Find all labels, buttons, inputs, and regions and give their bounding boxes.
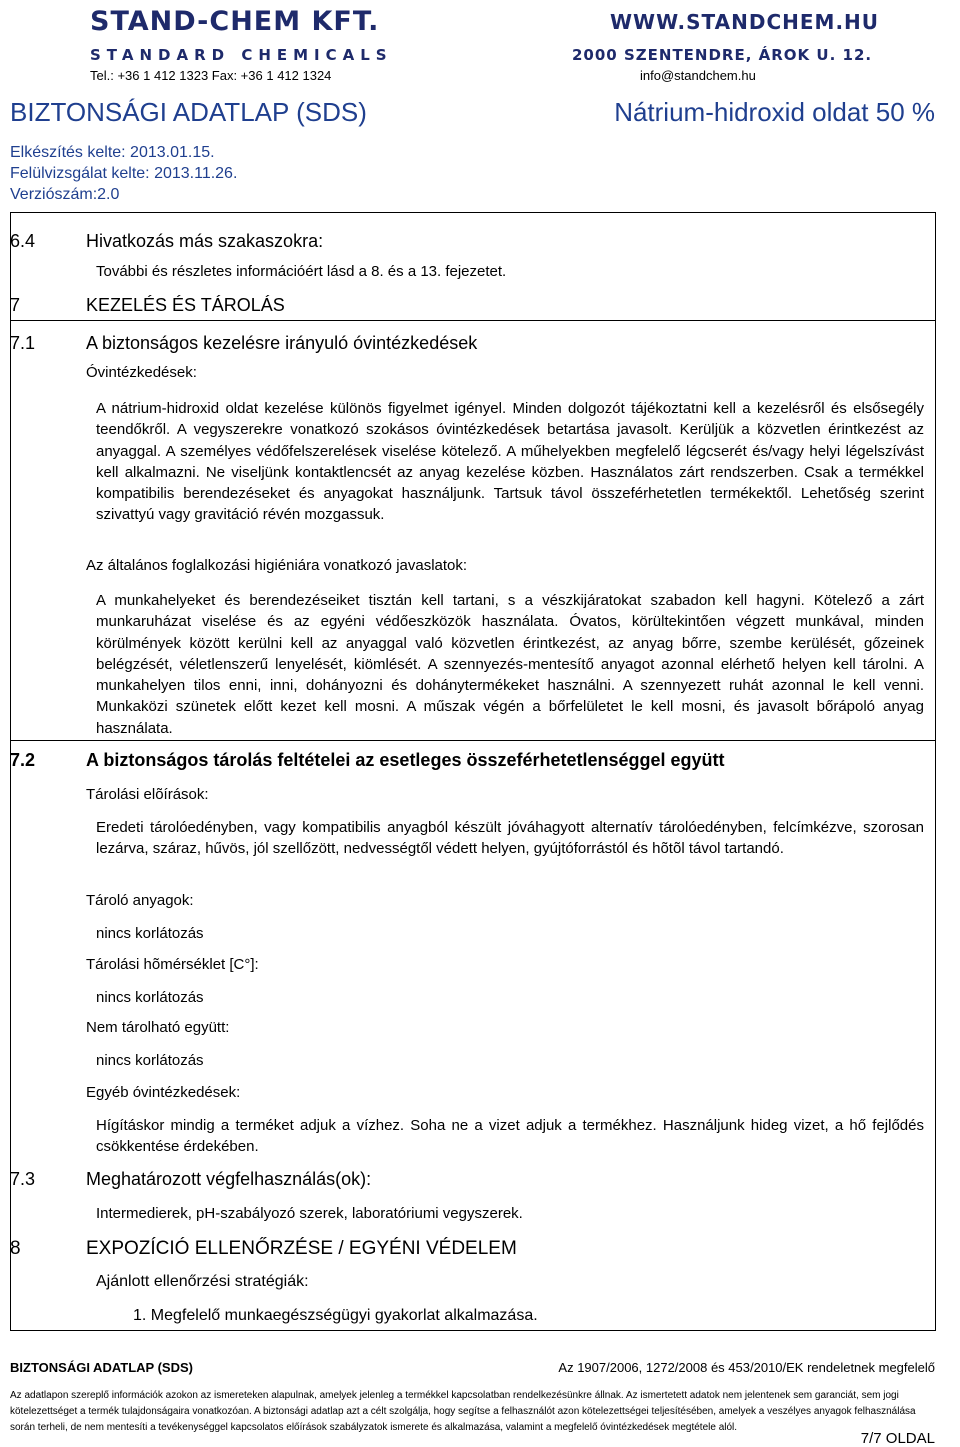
subheading: Az általános foglalkozási higiéniára vonatkozó javaslatok: xyxy=(86,557,468,574)
paragraph: nincs korlátozás xyxy=(96,925,204,942)
section-title: Meghatározott végfelhasználás(ok): xyxy=(86,1169,372,1189)
section-number: 7.3 xyxy=(10,1169,36,1189)
company-logo-text: STAND-CHEM KFT. xyxy=(90,6,380,37)
list-item: 1. Megfelelő munkaegészségügyi gyakorlat alkalmazása. xyxy=(133,1307,538,1324)
subheading: Óvintézkedések: xyxy=(86,364,197,381)
created-date: Elkészítés kelte: 2013.01.15. xyxy=(10,144,215,161)
company-tagline: STANDARD CHEMICALS xyxy=(90,46,393,64)
section-number: 7.1 xyxy=(10,333,36,353)
section-number: 7 xyxy=(10,295,21,315)
document-title: BIZTONSÁGI ADATLAP (SDS) xyxy=(10,97,367,127)
company-banner xyxy=(0,0,960,68)
subheading: Egyéb óvintézkedések: xyxy=(86,1084,241,1101)
phone-fax: Tel.: +36 1 412 1323 Fax: +36 1 412 1324 xyxy=(90,68,332,83)
section-text: Intermedierek, pH-szabályozó szerek, laboratóriumi vegyszerek. xyxy=(96,1205,523,1222)
subheading: Ajánlott ellenőrzési stratégiák: xyxy=(96,1273,309,1290)
footer-regulation: Az 1907/2006, 1272/2008 és 453/2010/EK rendeletnek megfelelő xyxy=(558,1360,935,1375)
subheading: Nem tárolható együtt: xyxy=(86,1019,230,1036)
revised-date: Felülvizsgálat kelte: 2013.11.26. xyxy=(10,165,238,182)
version-number: Verziószám:2.0 xyxy=(10,186,120,203)
paragraph: Hígításkor mindig a terméket adjuk a vízhez. Soha ne a vizet adjuk a termékhez. Használjunk hideg vizet, a hő fejlődés csökkentése érdekében. xyxy=(96,1117,924,1156)
section-text: További és részletes információért lásd a 8. és a 13. fejezetet. xyxy=(96,263,507,280)
section-title: A biztonságos tárolás feltételei az esetleges összeférhetetlenséggel együtt xyxy=(86,750,725,770)
page-number: 7/7 OLDAL xyxy=(860,1430,935,1447)
paragraph: A nátrium-hidroxid oldat kezelése különös figyelmet igényel. Minden dolgozót tájékoztatni kell a kezelésről és elsősegély teendőkről. A vegyszerekre vonatkozó szokásos óvintézkedések betartása javasolt. Kerüljük a közvetlen érintkezést az anyaggal. A személyes védőfelszerelések viselése kötelező. A műhelyekben megfelelő légcserét és/vagy helyi légelszívást kell alkalmazni. Ne viseljünk kontaktlencsét az anyag kezelése közben. Használatos zárt rendszerben. Csak a termékkel kompatibilis berendezéseket és anyagokat használjunk. Tartsuk távol összeférhetetlen termékektől. Lehetőség szerint szivattyú vagy gravitáció révén mozgassuk. xyxy=(96,400,924,524)
website-label: WWW.STANDCHEM.HU xyxy=(610,10,880,34)
paragraph: nincs korlátozás xyxy=(96,989,204,1006)
section-title: A biztonságos kezelésre irányuló óvintézkedések xyxy=(86,333,478,353)
disclaimer: Az adatlapon szereplő információk azokon az ismereteken alapulnak, amelyek jelenleg a termékkel kapcsolatban rendelkezésünkre állnak. Az ismertetett adatok nem jelentenek sem garanciát, sem jogi kötelezettséget a termék tulajdonságaira vonatkozóan. A biztonsági adatlap azt a célt szolgálja, hogy segítse a felhasználót azon kötelezettségei teljesítésében, amelyek a veszélyes anyagok felhasználása során terheli, de nem mentesíti a tevékenységgel kapcsolatos előírások szabályzatok ismerete és alkalmazása, valamint a megfelelő óvintézkedések megtétele alól. xyxy=(10,1390,916,1433)
footer-title: BIZTONSÁGI ADATLAP (SDS) xyxy=(10,1360,193,1375)
section-number: 6.4 xyxy=(10,231,36,251)
paragraph: nincs korlátozás xyxy=(96,1052,204,1069)
product-title: Nátrium-hidroxid oldat 50 % xyxy=(614,97,935,127)
paragraph: Eredeti tárolóedényben, vagy kompatibilis anyagból készült jóváhagyott alternatív tárolóedényben, felcímkézve, szorosan lezárva, száraz, hűvös, jól szellőzött, nedvességtől védett helyen, gyújtóforrástól és hõtõl távol tartandó. xyxy=(96,819,924,858)
paragraph: A munkahelyeket és berendezéseiket tisztán kell tartani, s a vészkijáratokat szabadon kell hagyni. Kötelező a zárt munkaruházat viselése és az egyéni védőeszközök használata. Óvatos, körültekintően végzett munkával, minden körülmények között kerülni kell az anyaggal való közvetlen érintkezést, az anyag bőrre, szembe kerülését, gőzeinek belégzését, véletlenszerű lenyelését, kiömlését. A szennyezés-mentesítő anyagot azonnal elérhető helyen kell tárolni. A munkahelyen tilos enni, inni, dohányozni és dohánytermékeket használni. A szennyezett ruhát azonnal le kell venni. Munkaközi szünetek előtt kezet kell mosni. A műszak végén a bőrfelületet le kell mosni, és javasolt bőrápoló anyag használata. xyxy=(96,592,924,737)
section-title: EXPOZÍCIÓ ELLENŐRZÉSE / EGYÉNI VÉDELEM xyxy=(86,1238,517,1259)
divider xyxy=(10,740,936,741)
section-title: Hivatkozás más szakaszokra: xyxy=(86,231,324,251)
company-address: 2000 SZENTENDRE, ÁROK U. 12. xyxy=(572,46,873,64)
section-number: 8 xyxy=(10,1238,21,1259)
section-number: 7.2 xyxy=(10,750,36,770)
divider xyxy=(10,320,936,321)
section-title: KEZELÉS ÉS TÁROLÁS xyxy=(86,295,285,315)
subheading: Tárolási elõírások: xyxy=(86,786,209,803)
email: info@standchem.hu xyxy=(640,68,756,83)
subheading: Tárolási hõmérséklet [C°]: xyxy=(86,956,259,973)
subheading: Tároló anyagok: xyxy=(86,892,194,909)
